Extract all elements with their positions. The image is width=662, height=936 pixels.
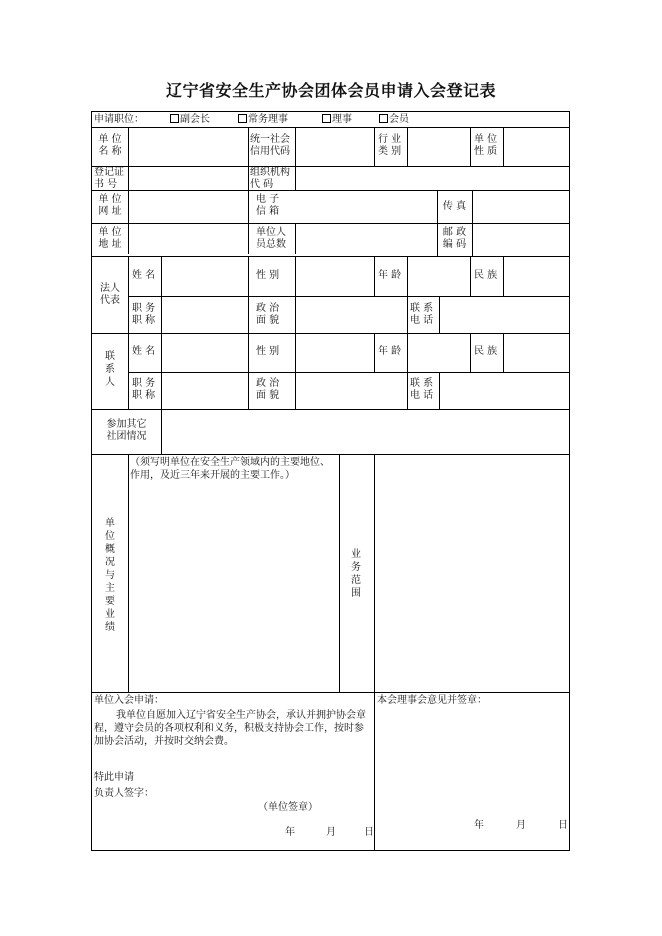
legal-rep-name-label: 姓 名 — [132, 270, 156, 281]
position-label: 申请职位： — [94, 114, 144, 125]
registration-form — [91, 111, 570, 851]
overview-label: 单位概况与主要业绩 — [105, 518, 115, 633]
contact-job-label: 职 务 职 称 — [132, 378, 156, 401]
council-year: 年 — [474, 820, 484, 831]
contact-gender-label: 性 别 — [256, 346, 280, 357]
contact-political-label: 政 治 面 貌 — [256, 378, 280, 401]
position-option-vice-president[interactable]: 副会长 — [170, 114, 210, 126]
application-month: 月 — [326, 827, 336, 838]
business-scope-label: 业务范围 — [351, 549, 361, 599]
unit-seal-label: （单位签章） — [258, 802, 318, 813]
contact-label: 联系人 — [105, 351, 115, 388]
legal-rep-age-label: 年 龄 — [378, 270, 402, 281]
contact-ethnicity-label: 民 族 — [474, 346, 498, 357]
reg-cert-label: 登记证 书 号 — [94, 167, 124, 190]
legal-rep-political-label: 政 治 面 貌 — [256, 303, 280, 326]
industry-label: 行 业 类 别 — [378, 134, 402, 157]
signer-label: 负责人签字： — [94, 788, 154, 799]
address-label: 单 位 地 址 — [98, 227, 122, 250]
application-day: 日 — [364, 827, 374, 838]
email-label: 电 子 信 箱 — [256, 194, 280, 217]
org-code-label: 组织机构 代 码 — [250, 167, 290, 190]
position-option-member[interactable]: 会员 — [379, 114, 409, 126]
legal-rep-job-label: 职 务 职 称 — [132, 303, 156, 326]
checkbox-icon — [322, 114, 331, 123]
contact-phone-label: 联 系 电 话 — [410, 378, 434, 401]
staff-total-label: 单位人 员总数 — [256, 227, 286, 250]
form-title: 辽宁省安全生产协会团体会员申请入会登记表 — [165, 81, 496, 100]
unit-nature-label: 单 位 性 质 — [474, 134, 498, 157]
position-option-executive-director[interactable]: 常务理事 — [238, 114, 288, 126]
application-heading: 单位入会申请： — [94, 695, 164, 706]
unit-name-label: 单 位 名 称 — [98, 134, 122, 157]
postcode-label: 邮 政 编 码 — [442, 227, 467, 250]
contact-age-label: 年 龄 — [378, 346, 402, 357]
position-option-director[interactable]: 理事 — [322, 114, 352, 126]
legal-rep-label: 法人 代表 — [100, 283, 120, 306]
council-day: 日 — [558, 820, 568, 831]
contact-name-label: 姓 名 — [132, 346, 156, 357]
legal-rep-ethnicity-label: 民 族 — [474, 270, 498, 281]
checkbox-icon — [379, 114, 388, 123]
application-closing: 特此申请 — [94, 772, 134, 783]
fax-label: 传 真 — [442, 201, 467, 212]
application-body: 我单位自愿加入辽宁省安全生产协会，承认并拥护协会章程，遵守会员的各项权利和义务，积极支持协会工作，按时参加协会活动，并按时交纳会费。 — [94, 710, 366, 747]
council-month: 月 — [516, 820, 526, 831]
checkbox-icon — [238, 114, 247, 123]
council-heading: 本会理事会意见并签章： — [377, 695, 487, 706]
credit-code-label: 统一社会 信用代码 — [250, 134, 290, 157]
other-orgs-label: 参加其它 社团情况 — [106, 419, 147, 442]
website-label: 单 位 网 址 — [98, 194, 122, 217]
checkbox-icon — [170, 114, 179, 123]
legal-rep-phone-label: 联 系 电 话 — [410, 303, 434, 326]
application-year: 年 — [285, 827, 295, 838]
legal-rep-gender-label: 性 别 — [256, 270, 280, 281]
overview-note: （须写明单位在安全生产领域内的主要地位、作用，及近三年来开展的主要工作。） — [130, 457, 330, 481]
